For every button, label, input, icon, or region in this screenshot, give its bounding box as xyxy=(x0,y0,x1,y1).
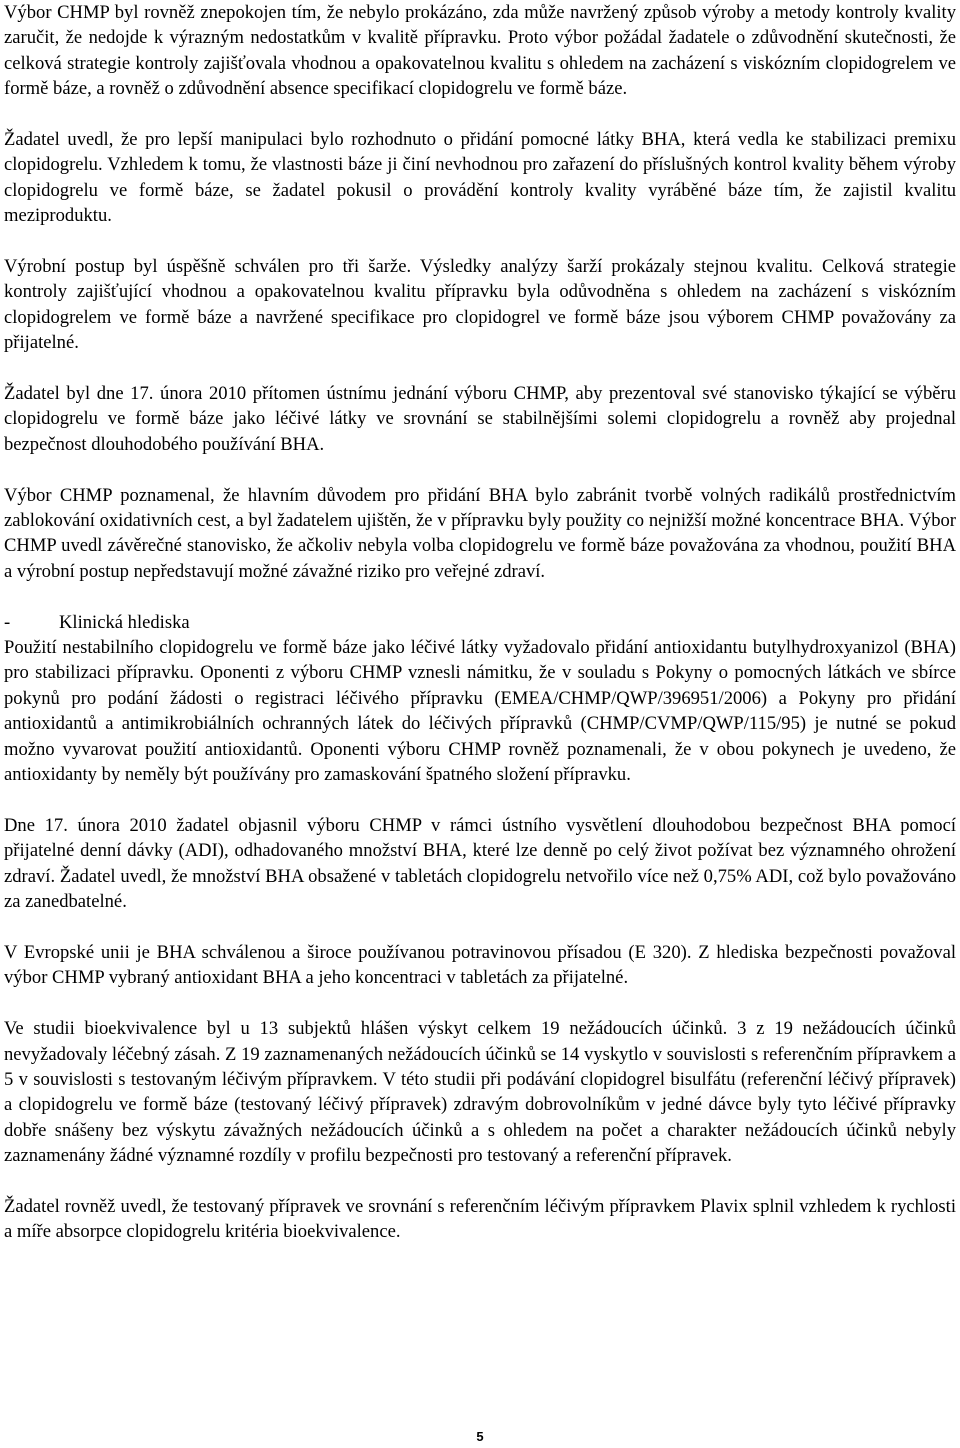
paragraph-2: Žadatel uvedl, že pro lepší manipulaci bylo rozhodnuto o přidání pomocné látky BHA, která vedla ke stabilizaci premixu clopidogrelu. Vzhledem k tomu, že vlastnosti báze ji činí nevhodnou pro zařazení do příslušných kontrol kvality během výroby clopidogrelu ve formě báze, se žadatel pokusil o provádění kontroly kvality vyráběné báze tím, že zajistil kvalitu meziproduktu. xyxy=(4,129,956,227)
paragraph-1: Výbor CHMP byl rovněž znepokojen tím, že nebylo prokázáno, zda může navržený způsob výroby a metody kontroly kvality zaručit, že nedojde k výrazným nedostatkům v kvalitě přípravku. Proto výbor požádal žadatele o zdůvodnění skutečnosti, že celková strategie kontroly zajišťovala vhodnou a opakovatelnou kvalitu s ohledem na zacházení s viskózním clopidogrelem ve formě báze, a rovněž o zdůvodnění absence specifikací clopidogrelu ve formě báze. xyxy=(4,2,956,100)
paragraph-gap xyxy=(4,102,956,127)
page-number: 5 xyxy=(476,1429,484,1444)
section-dash: - xyxy=(4,611,11,633)
document-body xyxy=(4,0,956,1245)
paragraph-gap xyxy=(4,915,956,940)
section-heading xyxy=(4,610,956,635)
paragraph-5: Výbor CHMP poznamenal, že hlavním důvodem pro přidání BHA bylo zabránit tvorbě volných radikálů prostřednictvím zablokování oxidativních cest, a byl žadatelem ujištěn, že v přípravku byly použity co nejnižší možné koncentrace BHA. Výbor CHMP uvedl závěrečné stanovisko, že ačkoliv nebyla volba clopidogrelu ve formě báze považována za vhodnou, použití BHA a výrobní postup nepředstavují možné závažné riziko pro veřejné zdraví. xyxy=(4,484,956,582)
paragraph-gap xyxy=(4,356,956,381)
paragraph-gap xyxy=(4,457,956,482)
paragraph-3: Výrobní postup byl úspěšně schválen pro tři šarže. Výsledky analýzy šarží prokázaly stejnou kvalitu. Celková strategie kontroly zajišťující vhodnou a opakovatelnou kvalitu přípravku byla odůvodněna s ohledem na zacházení s viskózním clopidogrelem ve formě báze a navržené specifikace pro clopidogrel ve formě báze jsou výborem CHMP považovány za přijatelné. xyxy=(4,256,956,354)
paragraph-4: Žadatel byl dne 17. února 2010 přítomen ústnímu jednání výboru CHMP, aby prezentoval své stanovisko týkající se výběru clopidogrelu ve formě báze jako léčivé látky ve srovnání se stabilnějšími solemi clopidogrelu a rovněž aby projednal bezpečnost dlouhodobého používání BHA. xyxy=(4,383,956,455)
section-paragraph-3: V Evropské unii je BHA schválenou a široce používanou potravinovou přísadou (E 320). Z hlediska bezpečnosti považoval výbor CHMP vybraný antioxidant BHA a jeho koncentraci v tabletách za přijatelné. xyxy=(4,941,956,989)
section-heading-text: Klinická hlediska xyxy=(59,611,190,633)
paragraph-gap xyxy=(4,1169,956,1194)
paragraph-gap xyxy=(4,991,956,1016)
paragraph-gap xyxy=(4,229,956,254)
section-paragraph-2: Dne 17. února 2010 žadatel objasnil výboru CHMP v rámci ústního vysvětlení dlouhodobou bezpečnost BHA pomocí přijatelné denní dávky (ADI), odhadovaného množství BHA, které lze denně po celý život požívat bez významného ohrožení zdraví. Žadatel uvedl, že množství BHA obsažené v tabletách clopidogrelu netvořilo více než 0,75% ADI, což bylo považováno za zanedbatelné. xyxy=(4,814,956,913)
section-paragraph-1: Použití nestabilního clopidogrelu ve formě báze jako léčivé látky vyžadovalo přidání antioxidantu butylhydroxyanizol (BHA) pro stabilizaci přípravku. Oponenti z výboru CHMP vznesli námitku, že v souladu s Pokyny o pomocných látkách ve sbírce pokynů pro podání žádosti o registraci léčivého přípravku (EMEA/CHMP/QWP/396951/2006) a Pokyny pro přidání antioxidantů a antimikrobiálních ochranných látek do léčivých přípravků (CHMP/CVMP/QWP/115/95) je nutné se pokud možno vyvarovat použití antioxidantů. Oponenti výboru CHMP rovněž poznamenali, že v obou pokynech je uvedeno, že antioxidanty by neměly být používány pro zamaskování špatného složení přípravku. xyxy=(4,637,956,786)
paragraph-gap xyxy=(4,788,956,813)
paragraph-gap xyxy=(4,584,956,609)
section-paragraph-5: Žadatel rovněž uvedl, že testovaný přípravek ve srovnání s referenčním léčivým přípravkem Plavix splnil vzhledem k rychlosti a míře absorpce clopidogrelu kritéria bioekvivalence. xyxy=(4,1195,956,1243)
section-paragraph-4: Ve studii bioekvivalence byl u 13 subjektů hlášen výskyt celkem 19 nežádoucích účinků. 3 z 19 nežádoucích účinků nevyžadovaly léčebný zásah. Z 19 zaznamenaných nežádoucích účinků se 14 vyskytlo v souvislosti s referenčním přípravkem a 5 v souvislosti s testovaným léčivým přípravkem. V této studii při podávání clopidogrel bisulfátu (referenční léčivý přípravek) a clopidogrelu ve formě báze (testovaný léčivý přípravek) zdravým dobrovolníkům v jedné dávce byly tyto léčivé přípravky dobře snášeny bez výskytu závažných nežádoucích účinků a s ohledem na počet a charakter nežádoucích účinků nebyly zaznamenány žádné významné rozdíly v profilu bezpečnosti pro testovaný a referenční přípravek. xyxy=(4,1018,956,1167)
